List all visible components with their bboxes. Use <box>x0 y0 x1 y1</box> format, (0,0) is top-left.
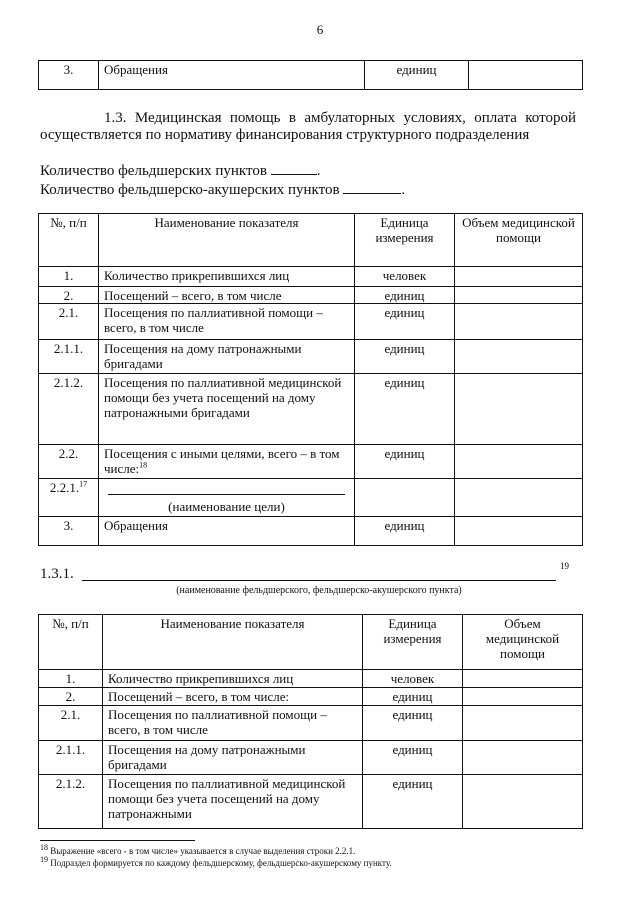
top-row-table <box>38 60 583 90</box>
pharmacy-point-name-field[interactable] <box>82 580 556 581</box>
table-row <box>39 304 583 340</box>
row-value[interactable] <box>463 688 583 706</box>
row-unit: единиц <box>363 706 463 741</box>
table-row <box>39 670 583 688</box>
goal-name-field[interactable] <box>108 481 345 495</box>
row-name: Количество прикрепившихся лиц <box>103 670 363 688</box>
row-num: 2.1. <box>39 304 99 340</box>
indicator-table-2 <box>38 614 583 829</box>
table-row <box>39 775 583 829</box>
footnote-text: Выражение «всего - в том числе» указывается в случае выделения строки 2.2.1. <box>50 846 356 856</box>
row-unit: единиц <box>355 517 455 546</box>
row-num: 3. <box>39 517 99 546</box>
row-unit: единиц <box>365 61 469 90</box>
row-name: Посещения на дому патронажными бригадами <box>103 741 363 775</box>
table-row <box>39 479 583 517</box>
section-1-3-line2: осуществляется по нормативу финансирования структурного подразделения <box>40 127 530 143</box>
row-unit: единиц <box>355 445 455 479</box>
header-num: №, п/п <box>39 214 99 267</box>
page-number: 6 <box>316 22 324 37</box>
header-name: Наименование показателя <box>103 615 363 670</box>
section-1-3-1-label: 1.3.1. <box>40 566 74 582</box>
row-num: 2. <box>39 688 103 706</box>
row-unit: человек <box>355 267 455 287</box>
table-row <box>39 517 583 546</box>
footnote-18 <box>40 843 600 857</box>
header-volume: Объем медицинской помощи <box>455 214 583 267</box>
row-num: 2.1.2. <box>39 775 103 829</box>
section-1-3-1-sublabel: (наименование фельдшерского, фельдшерско-акушерского пункта) <box>176 585 462 596</box>
row-num: 2.1.1. <box>39 340 99 374</box>
row-num: 2.1.2. <box>39 374 99 445</box>
row-name: Посещения по паллиативной медицинской помощи без учета посещений на дому патронажными <box>103 775 363 829</box>
row-num <box>39 479 99 517</box>
feldsher-count-field[interactable] <box>271 174 317 175</box>
row-unit: единиц <box>355 287 455 304</box>
row-num: 1. <box>39 670 103 688</box>
table-row <box>39 741 583 775</box>
row-value[interactable] <box>455 267 583 287</box>
row-unit <box>355 479 455 517</box>
footnote-separator <box>40 840 195 841</box>
row-name: Посещения на дому патронажными бригадами <box>99 340 355 374</box>
row-name: Обращения <box>99 61 365 90</box>
row-name <box>99 479 355 517</box>
section-1-3-line1: 1.3. Медицинская помощь в амбулаторных условиях, оплата которой <box>104 110 576 126</box>
row-name: Посещения по паллиативной помощи – всего, в том числе <box>99 304 355 340</box>
row-unit: единиц <box>355 340 455 374</box>
row-name: Посещения по паллиативной медицинской помощи без учета посещений на дому патронажными бригадами <box>99 374 355 445</box>
row-value[interactable] <box>455 374 583 445</box>
row-name: Посещений – всего, в том числе: <box>103 688 363 706</box>
row-unit: единиц <box>355 304 455 340</box>
row-name: Посещений – всего, в том числе <box>99 287 355 304</box>
row-value <box>469 61 583 90</box>
feldsher-ak-count-label: Количество фельдшерско-акушерских пунктов <box>40 182 340 198</box>
row-value[interactable] <box>463 706 583 741</box>
table-row <box>39 706 583 741</box>
row-unit: единиц <box>363 775 463 829</box>
row-num-text: 2.2.1. <box>49 480 80 495</box>
footnote-19 <box>40 855 600 869</box>
row-name: Количество прикрепившихся лиц <box>99 267 355 287</box>
header-num: №, п/п <box>39 615 103 670</box>
row-value[interactable] <box>463 741 583 775</box>
table-row <box>39 445 583 479</box>
row-num: 2. <box>39 287 99 304</box>
footnote-number: 18 <box>40 843 48 852</box>
section-1-3 <box>40 110 576 144</box>
row-value[interactable] <box>455 304 583 340</box>
row-num: 2.1. <box>39 706 103 741</box>
row-unit: единиц <box>355 374 455 445</box>
row-unit: человек <box>363 670 463 688</box>
feldsher-ak-count-field[interactable] <box>343 193 401 194</box>
row-value[interactable] <box>455 517 583 546</box>
row-num: 2.1.1. <box>39 741 103 775</box>
row-num: 2.2. <box>39 445 99 479</box>
row-name: Обращения <box>99 517 355 546</box>
feldsher-ak-count: Количество фельдшерско-акушерских пунктов . <box>40 182 406 198</box>
footnote-text: Подраздел формируется по каждому фельдшерскому, фельдшерско-акушерскому пункту. <box>50 858 392 868</box>
table-row <box>39 374 583 445</box>
row-value[interactable] <box>463 670 583 688</box>
header-unit: Единица измерения <box>363 615 463 670</box>
row-value[interactable] <box>455 287 583 304</box>
header-name: Наименование показателя <box>99 214 355 267</box>
row-name: Посещения по паллиативной помощи – всего, в том числе <box>103 706 363 741</box>
row-num: 3. <box>39 61 99 90</box>
row-unit: единиц <box>363 741 463 775</box>
footnote-number: 19 <box>40 855 48 864</box>
row-name-text: Посещения с иными целями, всего – в том числе: <box>104 446 340 476</box>
row-unit: единиц <box>363 688 463 706</box>
feldsher-count: Количество фельдшерских пунктов . <box>40 163 321 179</box>
header-unit: Единица измерения <box>355 214 455 267</box>
table-row <box>39 287 583 304</box>
indicator-table-1 <box>38 213 583 546</box>
feldsher-count-label: Количество фельдшерских пунктов <box>40 163 267 179</box>
row-value[interactable] <box>455 340 583 374</box>
row-value[interactable] <box>455 479 583 517</box>
footnote-ref: 19 <box>560 561 569 571</box>
table-row <box>39 267 583 287</box>
goal-name-caption: (наименование цели) <box>168 499 285 514</box>
header-volume: Объем медицинской помощи <box>463 615 583 670</box>
row-value[interactable] <box>455 445 583 479</box>
row-value[interactable] <box>463 775 583 829</box>
table-row <box>39 340 583 374</box>
footnote-ref: 17 <box>79 479 88 489</box>
footnote-ref: 18 <box>139 460 148 470</box>
row-name <box>99 445 355 479</box>
table-row <box>39 688 583 706</box>
row-num: 1. <box>39 267 99 287</box>
